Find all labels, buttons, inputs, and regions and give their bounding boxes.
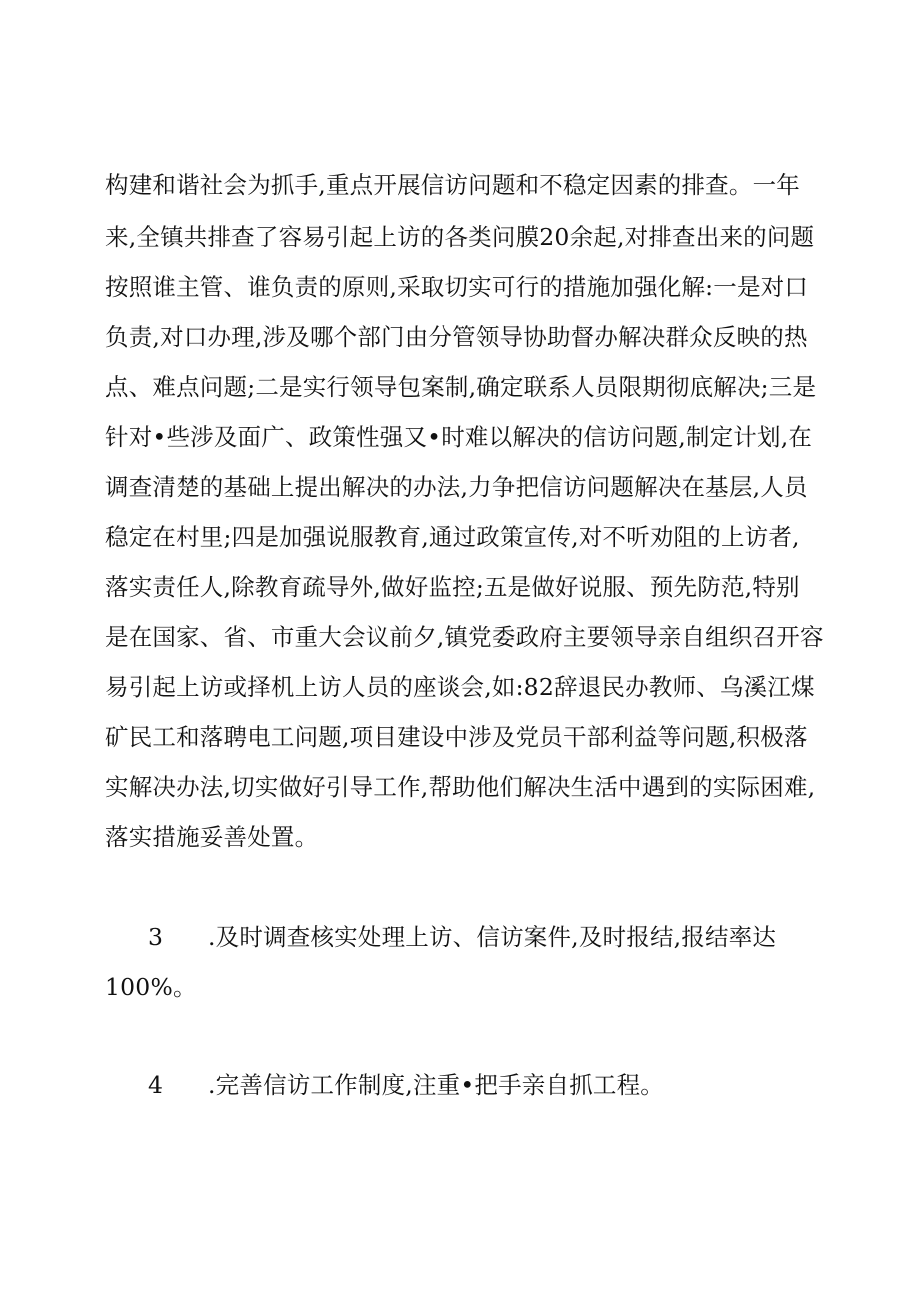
item-4-number: 4 (148, 1071, 163, 1099)
paragraph-line: 针对•些涉及面广、政策性强又•时难以解决的信访问题,制定计划,在 (105, 423, 813, 451)
paragraph-line: 点、难点问题;二是实行领导包案制,确定联系人员限期彻底解决;三是 (105, 373, 817, 401)
paragraph-line: 易引起上访或择机上访人员的座谈会,如:82辞退民办教师、乌溪江煤 (105, 673, 815, 701)
paragraph-line: 落实措施妥善处置。 (105, 823, 319, 851)
item-3-text: .及时调查核实处理上访、信访案件,及时报结,报结率达 (208, 923, 777, 951)
paragraph-line: 按照谁主管、谁负责的原则,采取切实可行的措施加强化解:一是对口 (105, 273, 809, 301)
paragraph-line: 矿民工和落聘电工问题,项目建设中涉及党员干部利益等问题,积极落 (105, 723, 808, 751)
paragraph-line: 落实责任人,除教育疏导外,做好监控;五是做好说服、预先防范,特别 (105, 573, 800, 601)
item-3-number: 3 (148, 923, 163, 951)
paragraph-line: 调查清楚的基础上提出解决的办法,力争把信访问题解决在基层,人员 (105, 473, 808, 501)
paragraph-line: 是在国家、省、市重大会议前夕,镇党委政府主要领导亲自组织召开容 (105, 623, 824, 651)
item-3-text-continued: 100%。 (105, 973, 197, 1001)
paragraph-line: 稳定在村里;四是加强说服教育,通过政策宣传,对不听劝阻的上访者, (105, 523, 800, 551)
paragraph-line: 构建和谐社会为抓手,重点开展信访问题和不稳定因素的排查。一年 (105, 171, 800, 199)
paragraph-line: 实解决办法,切实做好引导工作,帮助他们解决生活中遇到的实际困难, (105, 773, 816, 801)
item-4-text: .完善信访工作制度,注重•把手亲自抓工程。 (208, 1071, 665, 1099)
paragraph-line: 来,全镇共排查了容易引起上访的各类问膜20余起,对排查出来的问题 (105, 223, 815, 251)
paragraph-line: 负责,对口办理,涉及哪个部门由分管领导协助督办解决群众反映的热 (105, 323, 808, 351)
